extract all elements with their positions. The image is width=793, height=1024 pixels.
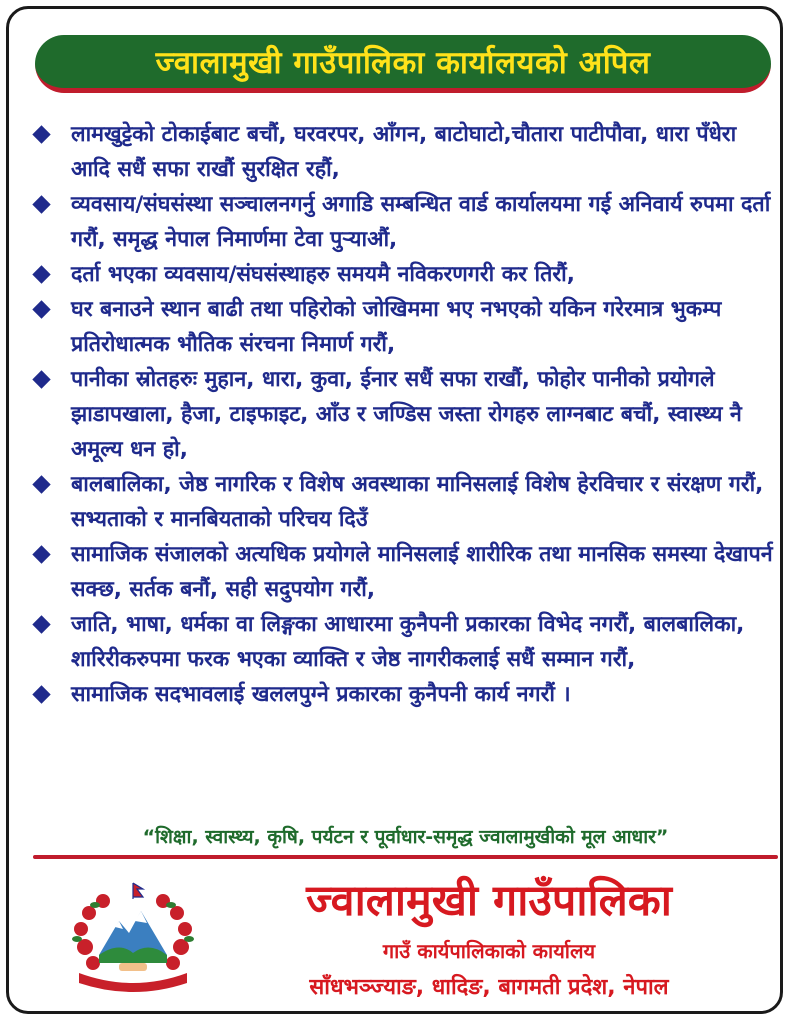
municipality-name: ज्वालामुखी गाउँपालिका: [306, 876, 672, 926]
diamond-bullet-icon: [32, 685, 50, 703]
appeal-text: व्यवसाय/संघसंस्था सञ्चालनगर्नु अगाडि सम्बन्धित वार्ड कार्यालयमा गई अनिवार्य रुपमा दर्ता गरौं, समृद्ध नेपाल निमार्णमा टेवा पुऱ्याऔं,: [71, 192, 771, 252]
appeal-item: [33, 537, 779, 607]
diamond-bullet-icon: [32, 125, 50, 143]
office-name: गाउँ कार्यपालिकाको कार्यालय: [382, 939, 596, 963]
appeal-text: जाति, भाषा, धर्मका वा लिङ्गका आधारमा कुनैपनी प्रकारका विभेद नगरौं, बालबालिका, शारिरीकरुपमा फरक भएका व्याक्ति र जेष्ठ नागरीकलाई सधैं सम्मान गरौं,: [71, 612, 745, 672]
appeal-item: [33, 467, 779, 537]
appeal-item: [33, 362, 779, 467]
appeal-list: [33, 117, 779, 712]
appeal-text: दर्ता भएका व्यवसाय/संघसंस्थाहरु समयमै नविकरणगरी कर तिरौं,: [71, 262, 575, 287]
diamond-bullet-icon: [32, 370, 50, 388]
title-banner: [35, 35, 771, 93]
appeal-text: पानीका स्रोतहरुः मुहान, धारा, कुवा, ईनार सधैं सफा राखौं, फोहोर पानीको प्रयोगले झाडापखाला, हैजा, टाइफाइट, आँउ र जण्डिस जस्ता रोगहरु लाग्नबाट बचौं, स्वास्थ्य नै अमूल्य धन हो,: [71, 367, 742, 462]
nepal-government-emblem-icon: [63, 877, 203, 997]
diamond-bullet-icon: [32, 475, 50, 493]
appeal-text: सामाजिक सदभावलाई खललपुग्ने प्रकारका कुनैपनी कार्य नगरौं ।: [71, 682, 571, 707]
diamond-bullet-icon: [32, 615, 50, 633]
slogan: “शिक्षा, स्वास्थ्य, कृषि, पर्यटन र पूर्वाधार-समृद्ध ज्वालामुखीको मूल आधार”: [142, 826, 669, 848]
diamond-bullet-icon: [32, 300, 50, 318]
appeal-item: [33, 607, 779, 677]
appeal-item: [33, 677, 779, 712]
notice-frame: [6, 6, 783, 1014]
appeal-item: [33, 292, 779, 362]
slogan-divider: [33, 855, 778, 859]
appeal-text: लामखुट्टेको टोकाईबाट बचौं, घरवरपर, आँगन, बाटोघाटो,चौतारा पाटीपौवा, धारा पँधेरा आदि सधैं सफा राखौं सुरक्षित रहौं,: [71, 122, 737, 182]
appeal-item: [33, 117, 779, 187]
diamond-bullet-icon: [32, 265, 50, 283]
diamond-bullet-icon: [32, 195, 50, 213]
appeal-text: सामाजिक संजालको अत्यधिक प्रयोगले मानिसलाई शारीरिक तथा मानसिक समस्या देखापर्न सक्छ, सर्तक बनौं, सही सदुपयोग गरौं,: [71, 542, 773, 602]
appeal-item: [33, 257, 779, 292]
notice-title: ज्वालामुखी गाउँपालिका कार्यालयको अपिल: [155, 44, 651, 81]
diamond-bullet-icon: [32, 545, 50, 563]
office-address: साँधभञ्ज्याङ, धादिङ, बागमती प्रदेश, नेपाल: [309, 975, 669, 1000]
appeal-item: [33, 187, 779, 257]
appeal-text: घर बनाउने स्थान बाढी तथा पहिरोको जोखिममा भए नभएको यकिन गरेरमात्र भुकम्प प्रतिरोधात्मक भौतिक संरचना निमार्ण गरौं,: [71, 297, 722, 357]
appeal-text: बालबालिका, जेष्ठ नागरिक र विशेष अवस्थाका मानिसलाई विशेष हेरविचार र संरक्षण गरौं, सभ्यताको र मानबियताको परिचय दिउँ: [71, 472, 764, 532]
